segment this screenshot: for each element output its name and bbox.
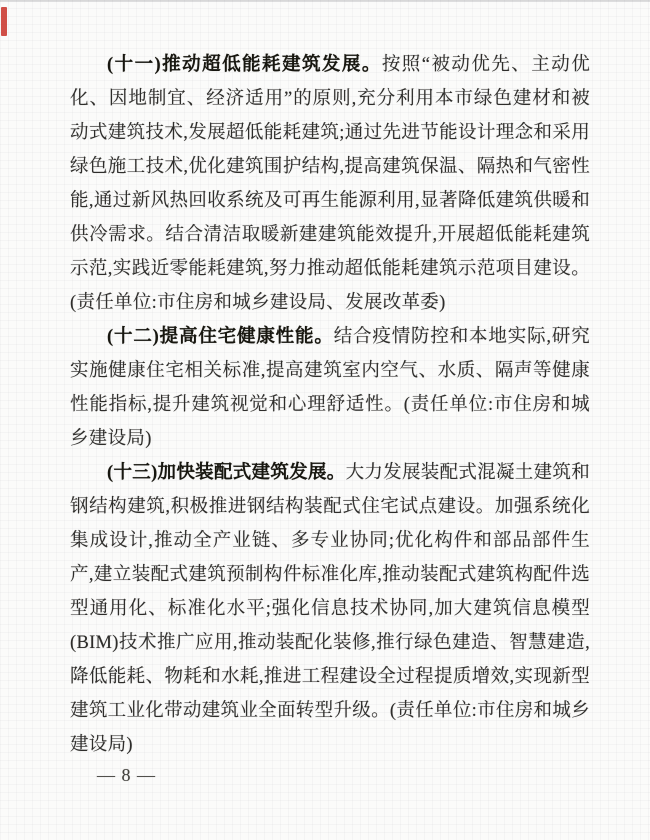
paragraph-13 — [70, 456, 590, 762]
paragraph-11 — [70, 48, 590, 320]
paragraph-12-text: 结合疫情防控和本地实际,研究实施健康住宅相关标准,提高建筑室内空气、水质、隔声等健康性能指标,提升建筑视觉和心理舒适性。(责任单位:市住房和城乡建设局) — [70, 327, 590, 449]
paragraph-13-heading: (十三)加快装配式建筑发展。 — [107, 463, 346, 483]
document-body — [70, 48, 590, 762]
red-edge-mark — [1, 7, 7, 36]
paragraph-12-heading: (十二)提高住宅健康性能。 — [107, 327, 334, 347]
paragraph-11-heading: (十一)推动超低能耗建筑发展。 — [107, 55, 382, 75]
paragraph-13-text: 大力发展装配式混凝土建筑和钢结构建筑,积极推进钢结构装配式住宅试点建设。加强系统化集成设计,推动全产业链、多专业协同;优化构件和部品部件生产,建立装配式建筑预制构件标准化库,推动装配式建筑构配件选型通用化、标准化水平;强化信息技术协同,加大建筑信息模型(BIM)技术推广应用,推动装配化装修,推行绿色建造、智慧建造,降低能耗、物耗和水耗,推进工程建设全过程提质增效,实现新型建筑工业化带动建筑业全面转型升级。(责任单位:市住房和城乡建设局) — [70, 463, 590, 755]
page-top-edge-line — [0, 0, 650, 2]
page-number: — 8 — — [97, 765, 156, 785]
paragraph-11-text: 按照“被动优先、主动优化、因地制宜、经济适用”的原则,充分利用本市绿色建材和被动式建筑技术,发展超低能耗建筑;通过先进节能设计理念和采用绿色施工技术,优化建筑围护结构,提高建筑保温、隔热和气密性能,通过新风热回收系统及可再生能源利用,显著降低建筑供暖和供冷需求。结合清洁取暖新建建筑能效提升,开展超低能耗建筑示范,实践近零能耗建筑,努力推动超低能耗建筑示范项目建设。(责任单位:市住房和城乡建设局、发展改革委) — [70, 55, 591, 313]
paragraph-12 — [70, 320, 590, 456]
